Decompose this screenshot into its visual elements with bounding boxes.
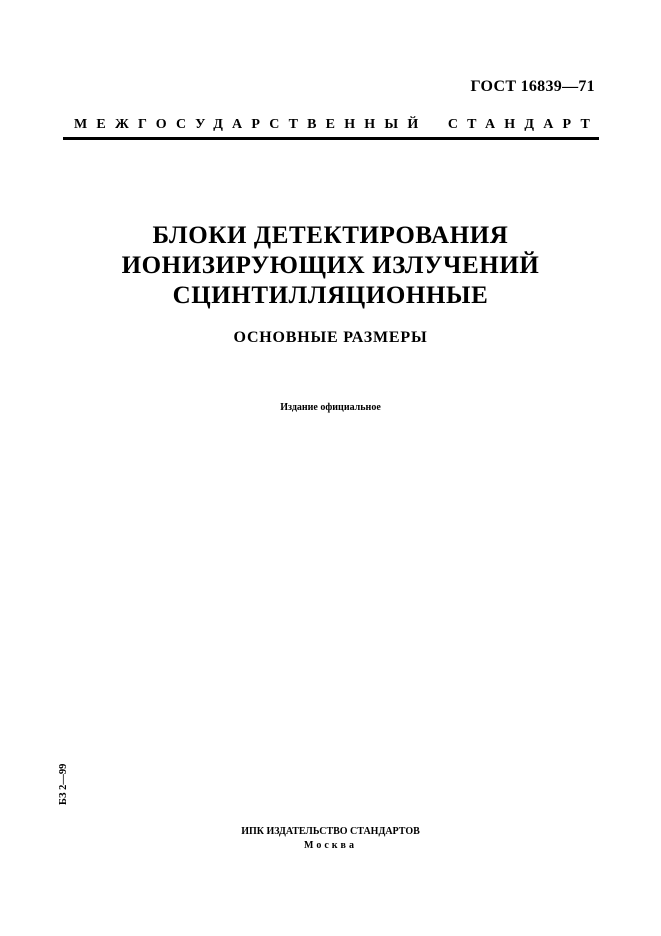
side-catalog-code: БЗ 2—99 <box>58 763 69 805</box>
header-rule <box>63 137 599 140</box>
document-subtitle: ОСНОВНЫЕ РАЗМЕРЫ <box>233 329 428 346</box>
document-title <box>0 221 661 311</box>
standard-type-header <box>74 117 599 133</box>
edition-note: Издание официальное <box>280 402 381 413</box>
header-word-standard: СТАНДАРТ <box>447 117 599 132</box>
title-line: СЦИНТИЛЛЯЦИОННЫЕ <box>172 282 489 309</box>
title-line: ИОНИЗИРУЮЩИХ ИЗЛУЧЕНИЙ <box>121 252 540 279</box>
publisher-city: Москва <box>304 840 357 851</box>
publisher-name: ИПК ИЗДАТЕЛЬСТВО СТАНДАРТОВ <box>241 826 420 837</box>
header-word-interstate: МЕЖГОСУДАРСТВЕННЫЙ <box>74 117 428 132</box>
title-line: БЛОКИ ДЕТЕКТИРОВАНИЯ <box>152 222 509 249</box>
standard-number: ГОСТ 16839—71 <box>470 78 595 95</box>
